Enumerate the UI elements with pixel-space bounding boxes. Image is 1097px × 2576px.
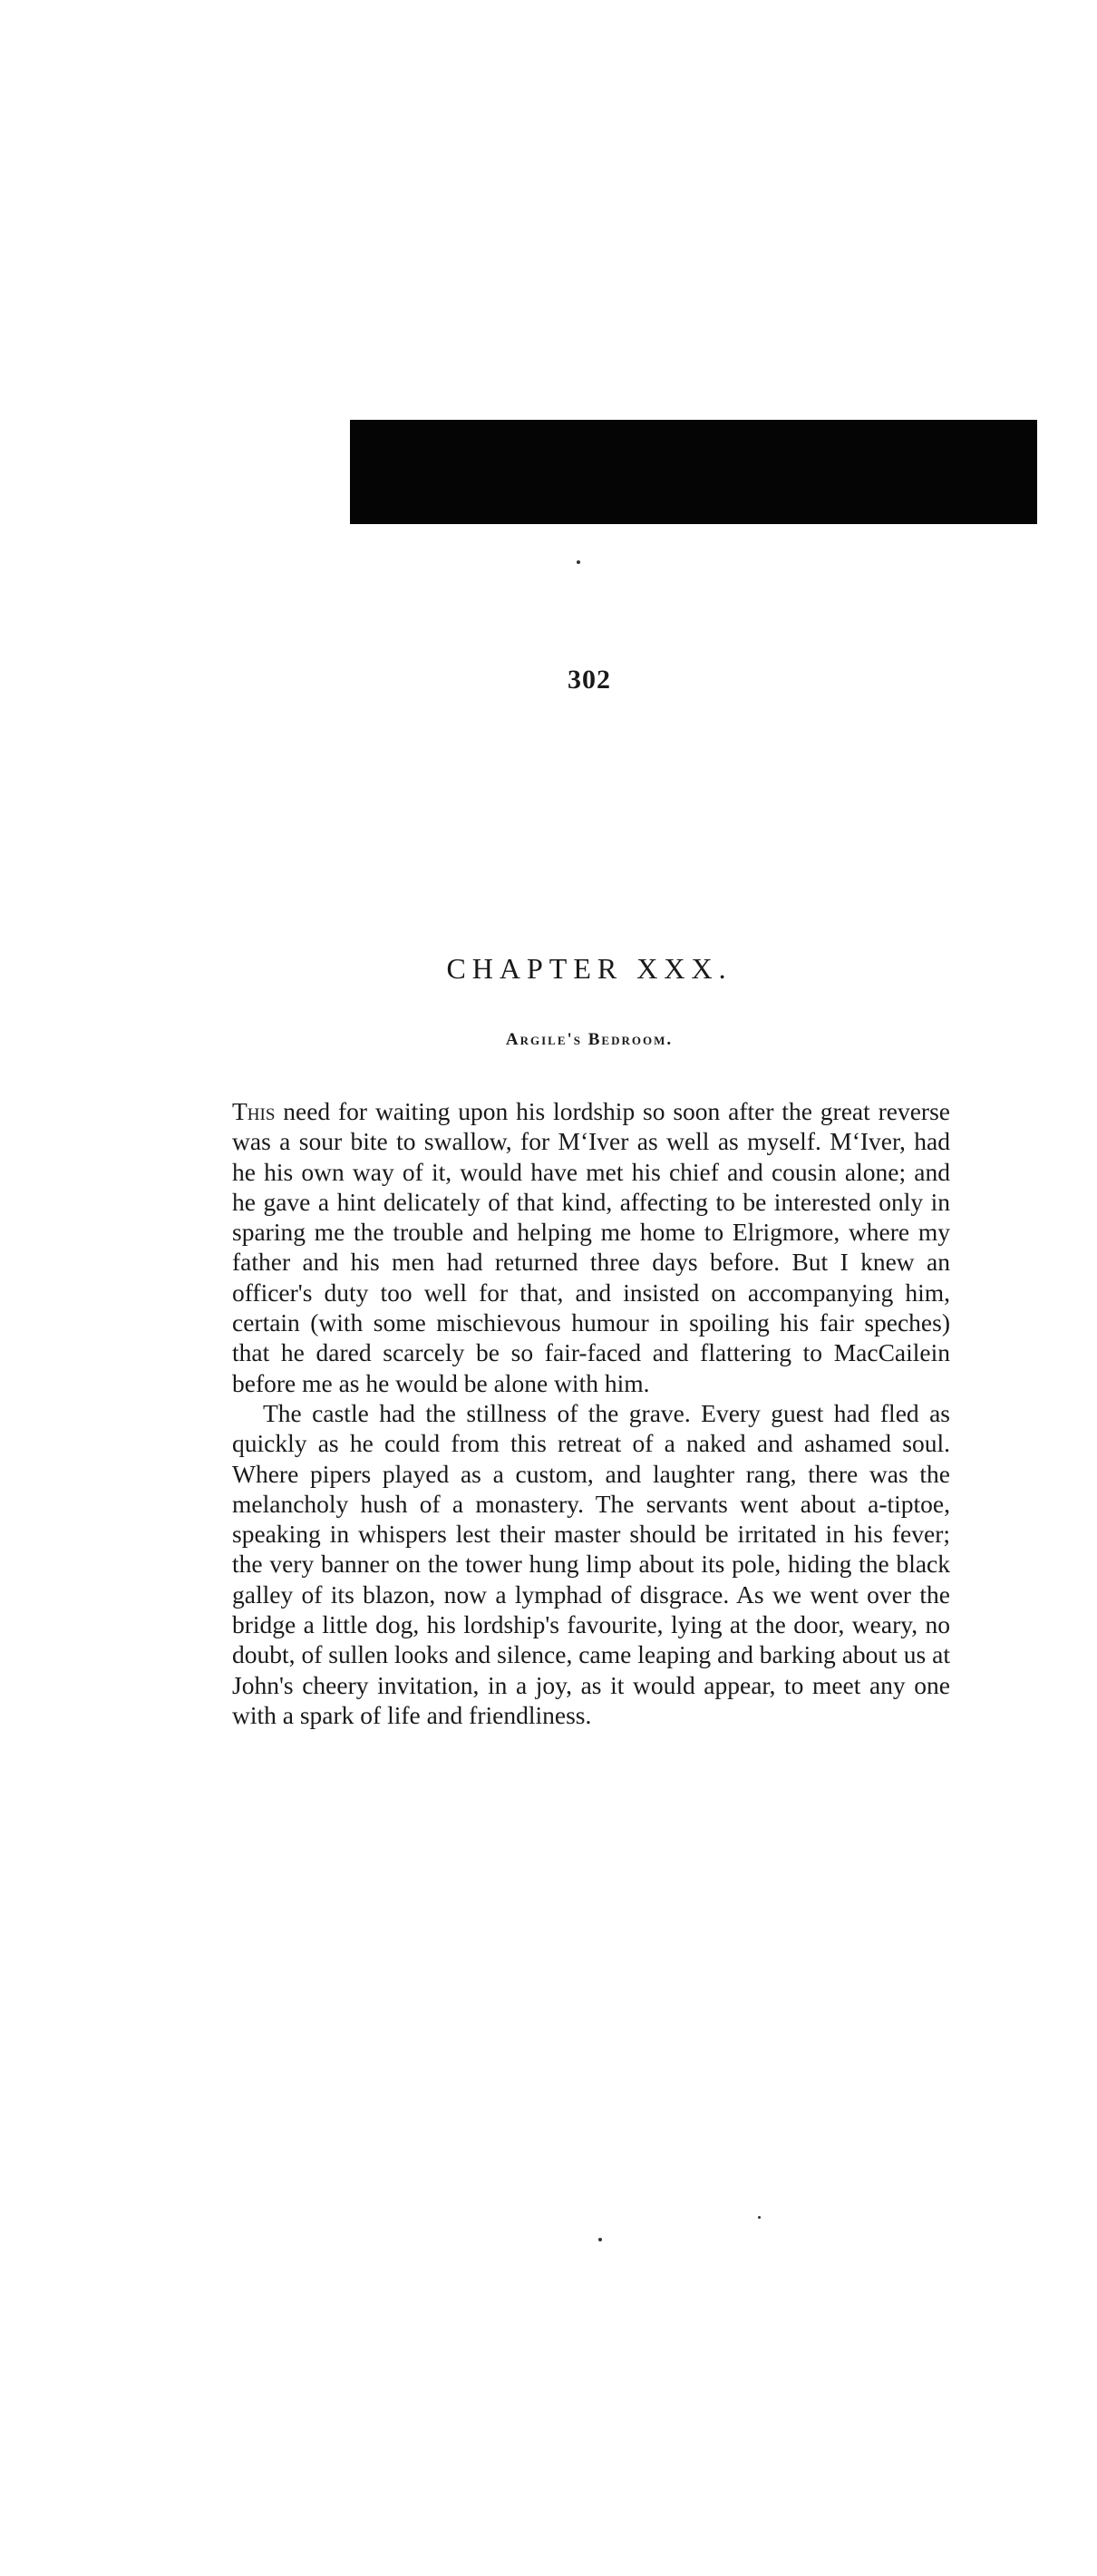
print-speck: [577, 560, 580, 564]
chapter-title: CHAPTER XXX.: [446, 952, 733, 985]
page-number: 302: [568, 665, 611, 695]
print-speck: [598, 2238, 602, 2241]
paragraph-1: [232, 1096, 950, 1398]
print-speck: [758, 2216, 761, 2219]
chapter-subtitle: Argile's Bedroom.: [505, 1030, 674, 1049]
paragraph-2: The castle had the stillness of the grave. Every guest had fled as quickly as he could from this retreat of a naked and ashamed soul. Where pipers played as a custom, and laughter rang, there was the melancholy hush of a monastery. The servants went about a-tiptoe, speaking in whispers lest their master should be irritated in his fever; the very banner on the tower hung limp about its pole, hiding the black galley of its blazon, now a lymphad of disgrace. As we went over the bridge a little dog, his lordship's favourite, lying at the door, weary, no doubt, of sullen looks and silence, came leaping and barking about us at John's cheery invitation, in a joy, as it would appear, to meet any one with a spark of life and friendliness.: [232, 1398, 950, 1729]
body-text: [232, 1096, 950, 1730]
paragraph-1-text: need for waiting upon his lordship so soon after the great reverse was a sour bite to swallow, for M‘Iver as well as myself. M‘Iver, had he his own way of it, would have met his chief and cousin alone; and he gave a hint delicately of that kind, affecting to be interested only in sparing me the trouble and helping me home to Elrigmore, where my father and his men had returned three days before. But I knew an officer's duty too well for that, and insisted on accompanying him, certain (with some mischievous humour in spoiling his fair speches) that he dared scarcely be so fair-faced and flattering to MacCailein before me as he would be alone with him.: [232, 1097, 950, 1397]
redaction-bar: [350, 420, 1037, 524]
paragraph-lead-word: This: [232, 1097, 276, 1125]
